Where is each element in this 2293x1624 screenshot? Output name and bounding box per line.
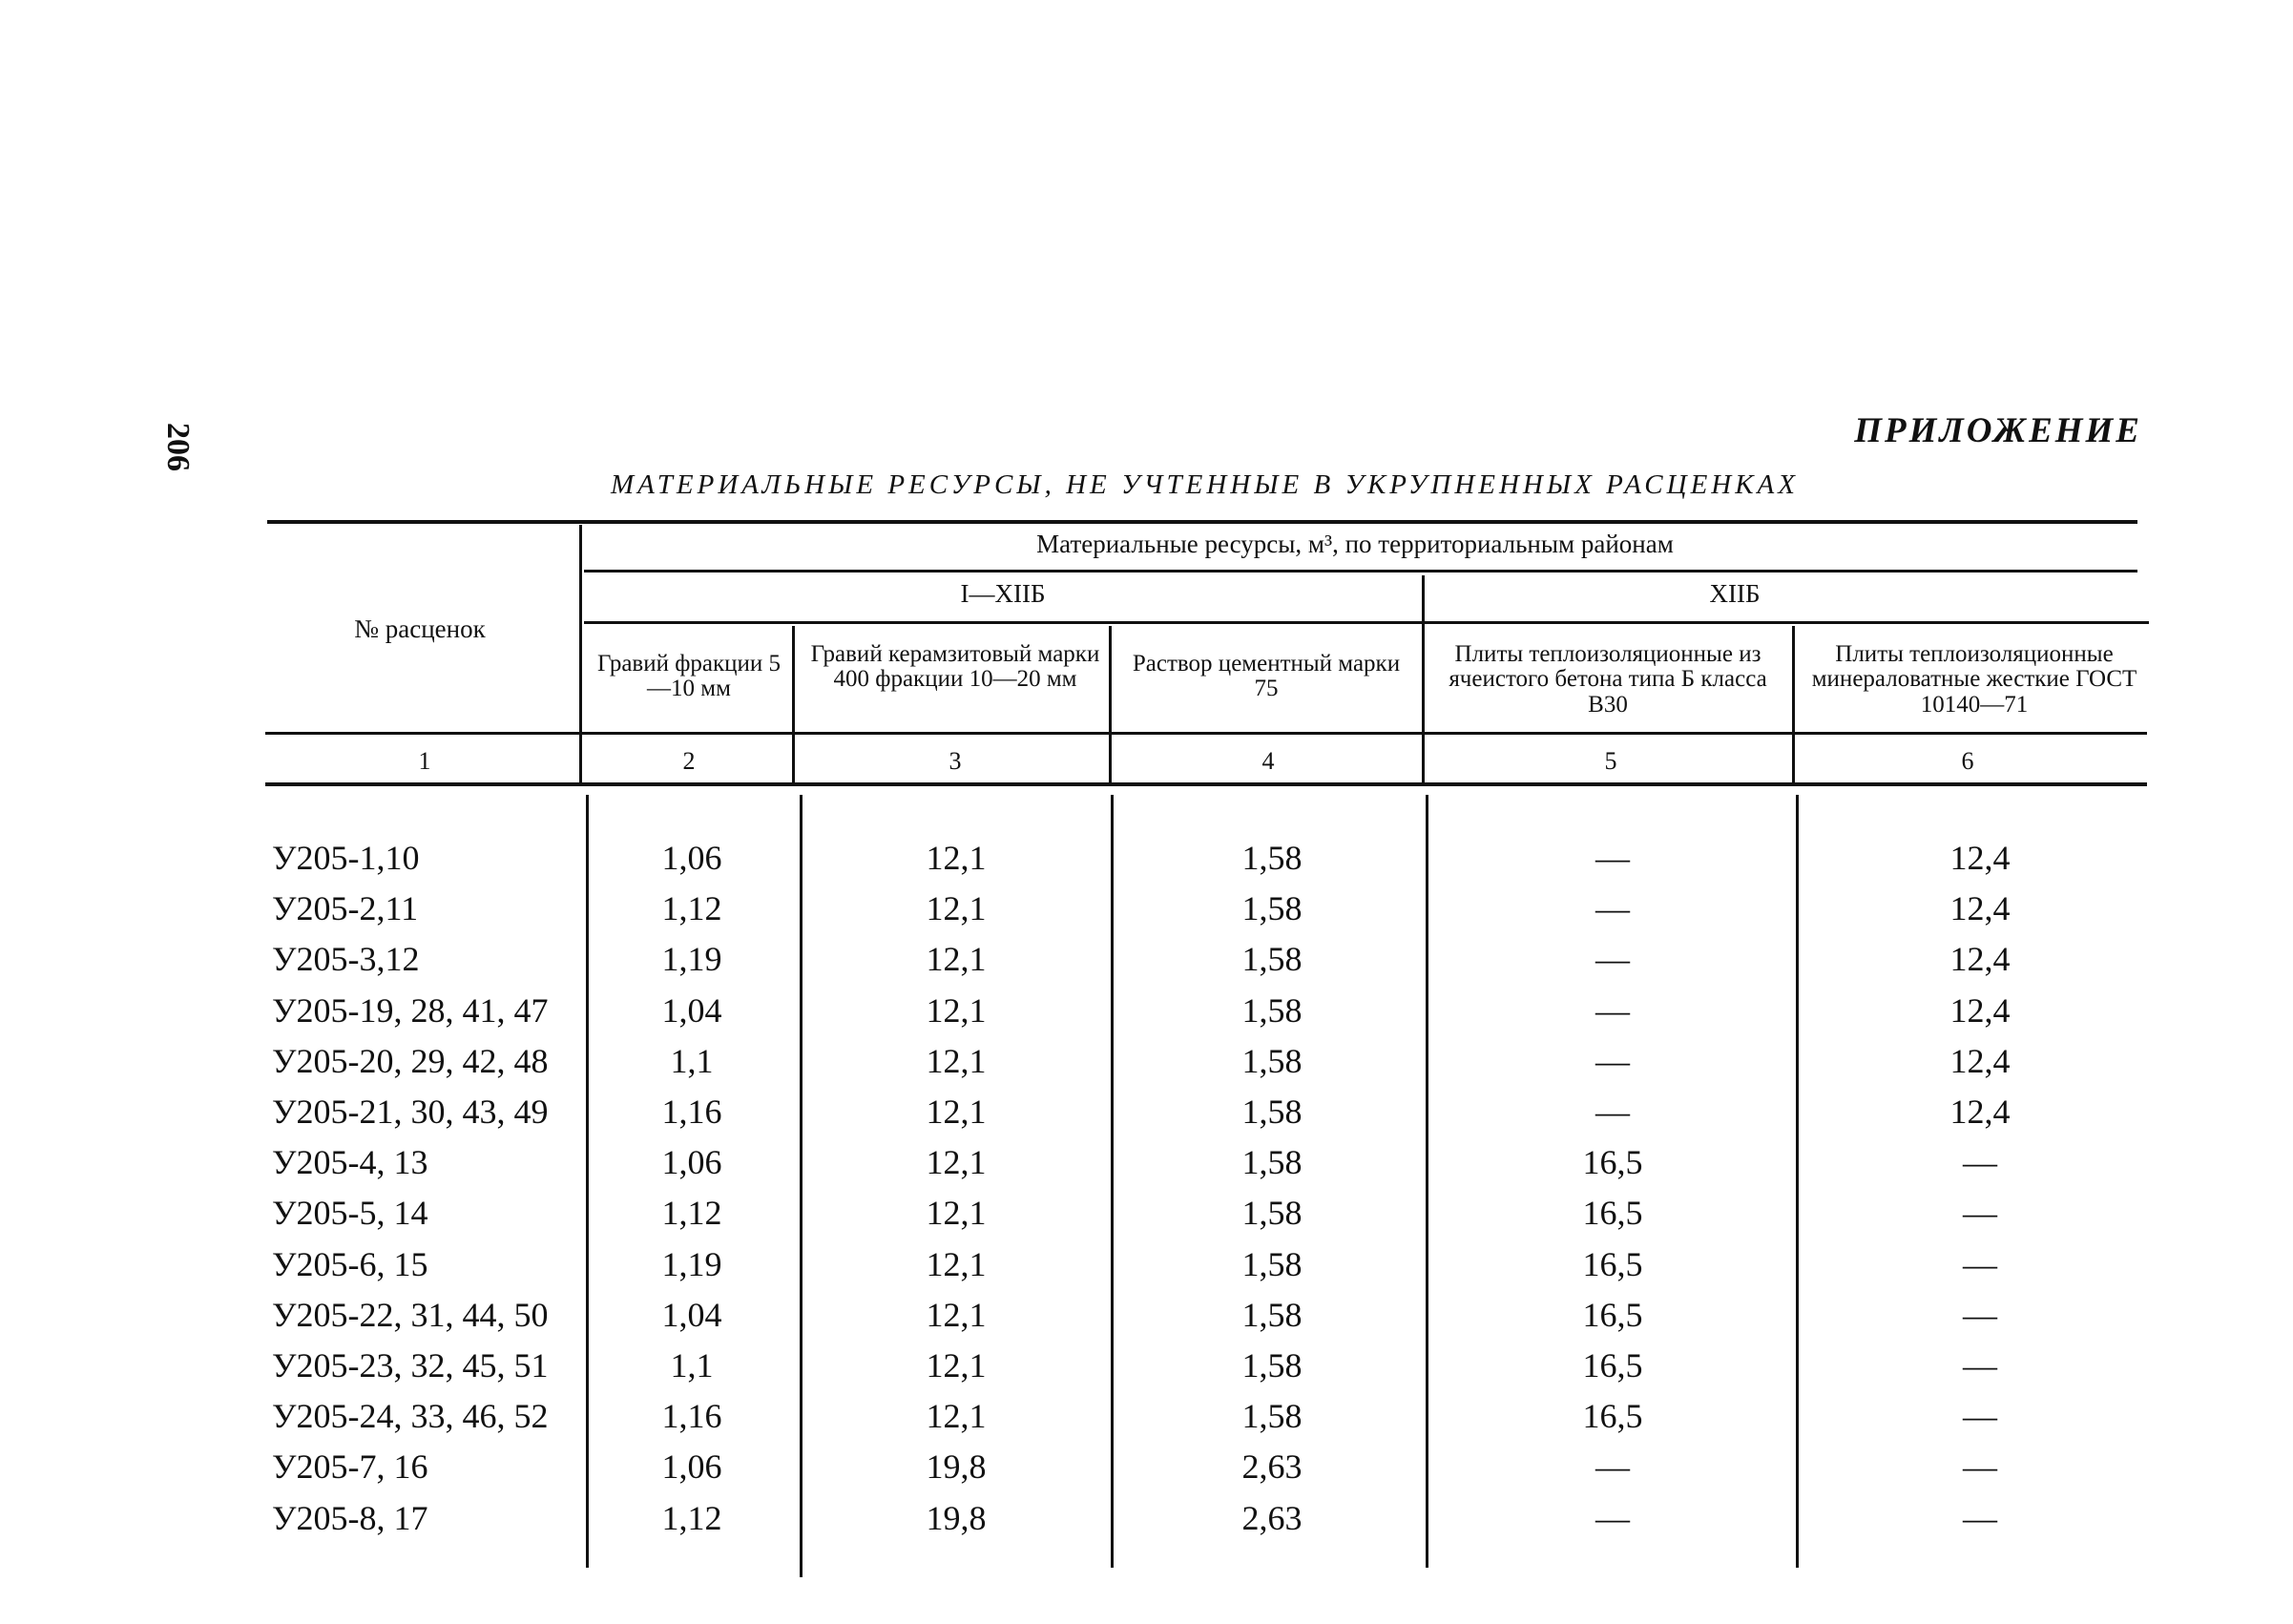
region-1-header: I—XIIБ [960, 579, 1046, 608]
table-cell-col3: 12,1 [926, 1296, 987, 1334]
table-cell-col2: 1,06 [661, 1143, 722, 1181]
col-number-1: 1 [418, 747, 431, 775]
table-cell-col6: — [1963, 1245, 1997, 1283]
table-row [0, 1340, 2293, 1391]
table-row [0, 1086, 2293, 1137]
table-cell-col5: — [1595, 889, 1630, 927]
header-divider-2 [792, 626, 795, 782]
page-title: МАТЕРИАЛЬНЫЕ РЕСУРСЫ, НЕ УЧТЕННЫЕ В УКРУПНЕННЫХ РАСЦЕНКАХ [611, 469, 1799, 500]
col1-header: № расценок [354, 614, 486, 643]
table-row [0, 1441, 2293, 1492]
table-cell-col1: У205-19, 28, 41, 47 [272, 991, 549, 1030]
table-cell-col6: 12,4 [1949, 940, 2011, 978]
table-cell-col1: У205-4, 13 [272, 1143, 428, 1181]
table-cell-col6: 12,4 [1949, 1093, 2011, 1131]
table-row [0, 1289, 2293, 1341]
table-cell-col3: 12,1 [926, 1093, 987, 1131]
table-cell-col5: 16,5 [1582, 1296, 1643, 1334]
col3-header: Гравий керамзитовый марки 400 фракции 10—20 мм [810, 641, 1100, 693]
table-row [0, 1239, 2293, 1290]
table-cell-col4: 1,58 [1241, 1397, 1303, 1435]
table-cell-col5: 16,5 [1582, 1397, 1643, 1435]
table-cell-col1: У205-1,10 [272, 839, 420, 877]
table-cell-col3: 12,1 [926, 991, 987, 1030]
table-cell-col1: У205-5, 14 [272, 1194, 428, 1232]
table-row [0, 1390, 2293, 1442]
table-cell-col6: — [1963, 1296, 1997, 1334]
header-divider-1 [579, 525, 582, 782]
table-cell-col3: 12,1 [926, 889, 987, 927]
table-row [0, 1136, 2293, 1188]
group-header: Материальные ресурсы, м³, по территориальным районам [1036, 530, 1674, 558]
table-row [0, 1035, 2293, 1087]
table-cell-col1: У205-8, 17 [272, 1499, 428, 1537]
col-number-4: 4 [1261, 747, 1275, 775]
table-cell-col6: — [1963, 1499, 1997, 1537]
col-number-2: 2 [682, 747, 696, 775]
table-cell-col2: 1,1 [670, 1346, 714, 1385]
table-cell-col1: У205-21, 30, 43, 49 [272, 1093, 549, 1131]
table-cell-col2: 1,16 [661, 1397, 722, 1435]
table-row [0, 883, 2293, 934]
col6-header: Плиты теплоизоляционные минераловатные жесткие ГОСТ 10140—71 [1811, 641, 2137, 718]
table-row [0, 1187, 2293, 1239]
table-cell-col6: — [1963, 1143, 1997, 1181]
table-cell-col6: 12,4 [1949, 839, 2011, 877]
table-cell-col4: 1,58 [1241, 889, 1303, 927]
table-cell-col5: 16,5 [1582, 1346, 1643, 1385]
table-cell-col1: У205-2,11 [272, 889, 419, 927]
col4-header: Раствор цементный марки 75 [1132, 651, 1401, 702]
table-cell-col6: — [1963, 1397, 1997, 1435]
table-cell-col1: У205-7, 16 [272, 1447, 428, 1486]
table-cell-col6: 12,4 [1949, 1042, 2011, 1080]
table-cell-col5: 16,5 [1582, 1194, 1643, 1232]
table-cell-col4: 1,58 [1241, 839, 1303, 877]
table-cell-col6: 12,4 [1949, 889, 2011, 927]
col-number-5: 5 [1604, 747, 1617, 775]
table-cell-col4: 2,63 [1241, 1447, 1303, 1486]
column-header-rule [265, 732, 2147, 735]
table-cell-col6: 12,4 [1949, 991, 2011, 1030]
region-2-header: XIIБ [1709, 579, 1761, 608]
table-cell-col6: — [1963, 1346, 1997, 1385]
table-row [0, 933, 2293, 985]
table-cell-col5: 16,5 [1582, 1245, 1643, 1283]
table-cell-col5: — [1595, 839, 1630, 877]
table-cell-col5: — [1595, 1042, 1630, 1080]
table-cell-col2: 1,19 [661, 940, 722, 978]
table-cell-col2: 1,06 [661, 839, 722, 877]
table-cell-col3: 12,1 [926, 1245, 987, 1283]
table-cell-col4: 1,58 [1241, 1194, 1303, 1232]
table-row [0, 985, 2293, 1036]
group-header-rule [584, 570, 2137, 573]
col5-header: Плиты теплоизоляционные из ячеистого бетона типа Б класса В30 [1449, 641, 1767, 718]
table-cell-col4: 1,58 [1241, 1042, 1303, 1080]
table-cell-col3: 19,8 [926, 1447, 987, 1486]
table-cell-col1: У205-3,12 [272, 940, 420, 978]
table-cell-col4: 1,58 [1241, 1245, 1303, 1283]
table-cell-col3: 19,8 [926, 1499, 987, 1537]
table-cell-col4: 1,58 [1241, 1296, 1303, 1334]
table-cell-col4: 2,63 [1241, 1499, 1303, 1537]
table-cell-col3: 12,1 [926, 1042, 987, 1080]
table-cell-col4: 1,58 [1241, 1346, 1303, 1385]
table-cell-col1: У205-20, 29, 42, 48 [272, 1042, 549, 1080]
appendix-label: ПРИЛОЖЕНИЕ [1854, 411, 2142, 450]
table-cell-col2: 1,04 [661, 1296, 722, 1334]
col-number-6: 6 [1961, 747, 1974, 775]
table-cell-col1: У205-24, 33, 46, 52 [272, 1397, 549, 1435]
table-top-rule [267, 520, 2137, 524]
table-cell-col2: 1,06 [661, 1447, 722, 1486]
table-cell-col4: 1,58 [1241, 1093, 1303, 1131]
table-cell-col3: 12,1 [926, 1143, 987, 1181]
table-cell-col4: 1,58 [1241, 991, 1303, 1030]
table-cell-col1: У205-23, 32, 45, 51 [272, 1346, 549, 1385]
table-cell-col2: 1,1 [670, 1042, 714, 1080]
table-row [0, 1492, 2293, 1544]
page-number: 206 [160, 423, 196, 471]
table-cell-col2: 1,12 [661, 889, 722, 927]
table-cell-col4: 1,58 [1241, 1143, 1303, 1181]
table-cell-col2: 1,16 [661, 1093, 722, 1131]
table-cell-col3: 12,1 [926, 839, 987, 877]
table-cell-col3: 12,1 [926, 1346, 987, 1385]
table-cell-col6: — [1963, 1194, 1997, 1232]
col-number-3: 3 [948, 747, 962, 775]
table-row [0, 832, 2293, 884]
table-cell-col5: — [1595, 1447, 1630, 1486]
table-cell-col4: 1,58 [1241, 940, 1303, 978]
table-cell-col5: — [1595, 1093, 1630, 1131]
table-cell-col2: 1,12 [661, 1194, 722, 1232]
col2-header: Гравий фракции 5—10 мм [596, 651, 782, 702]
column-number-rule [265, 782, 2147, 786]
table-cell-col3: 12,1 [926, 940, 987, 978]
table-cell-col5: — [1595, 991, 1630, 1030]
table-cell-col3: 12,1 [926, 1194, 987, 1232]
table-cell-col3: 12,1 [926, 1397, 987, 1435]
table-cell-col2: 1,19 [661, 1245, 722, 1283]
table-cell-col1: У205-22, 31, 44, 50 [272, 1296, 549, 1334]
region-header-rule [584, 621, 2149, 624]
table-cell-col2: 1,12 [661, 1499, 722, 1537]
table-cell-col5: 16,5 [1582, 1143, 1643, 1181]
table-cell-col1: У205-6, 15 [272, 1245, 428, 1283]
table-cell-col6: — [1963, 1447, 1997, 1486]
table-cell-col5: — [1595, 1499, 1630, 1537]
table-cell-col2: 1,04 [661, 991, 722, 1030]
table-cell-col5: — [1595, 940, 1630, 978]
